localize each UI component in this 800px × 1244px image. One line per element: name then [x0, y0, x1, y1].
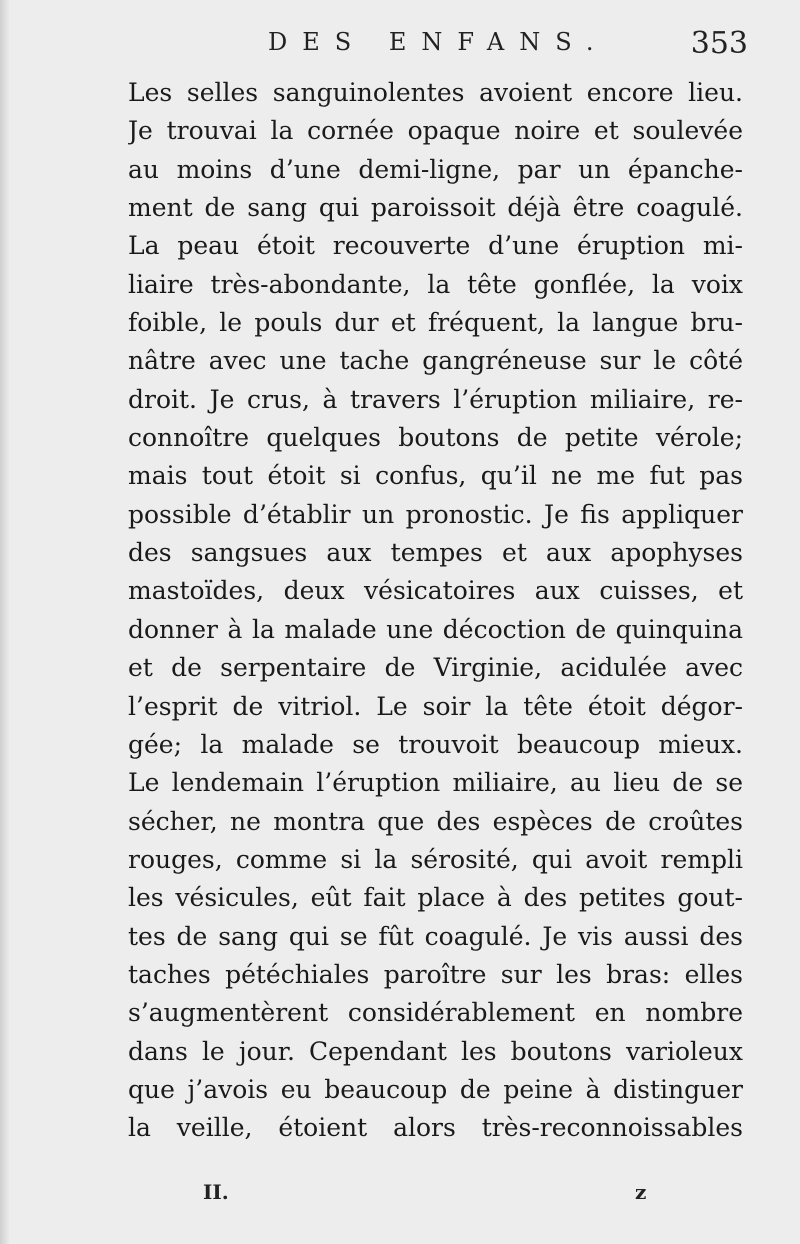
text-line: la veille, étoient alors très-reconnoissables: [128, 1113, 743, 1143]
text-line: foible, le pouls dur et fréquent, la langue bru-: [128, 308, 743, 338]
text-line: Les selles sanguinolentes avoient encore lieu.: [128, 78, 743, 107]
text-line: que j’avois eu beaucoup de peine à distinguer: [128, 1074, 743, 1104]
text-line: s’augmentèrent considérablement en nombre: [128, 998, 743, 1028]
text-line: droit. Je crus, à travers l’éruption miliaire, re-: [128, 384, 743, 414]
text-line: au moins d’une demi-ligne, par un épanche-: [128, 154, 743, 184]
body-text: [128, 74, 743, 1148]
text-line: La peau étoit recouverte d’une éruption mi-: [128, 231, 743, 261]
text-line: sécher, ne montra que des espèces de croûtes: [128, 806, 743, 836]
text-line: ment de sang qui paroissoit déjà être coagulé.: [128, 193, 743, 223]
volume-signature: II.: [203, 1180, 229, 1204]
text-line: Le lendemain l’éruption miliaire, au lieu de se: [128, 768, 743, 798]
text-line: tes de sang qui se fût coagulé. Je vis aussi des: [128, 921, 743, 951]
text-line: et de serpentaire de Virginie, acidulée avec: [128, 653, 743, 683]
page-header: [0, 26, 800, 66]
text-line: connoître quelques boutons de petite vérole;: [128, 423, 743, 453]
text-line: mais tout étoit si confus, qu’il ne me fut pas: [128, 461, 743, 491]
page-number: 353: [690, 26, 748, 61]
text-line: rouges, comme si la sérosité, qui avoit rempli: [128, 844, 743, 874]
text-line: nâtre avec une tache gangréneuse sur le côté: [128, 346, 743, 376]
text-line: des sangsues aux tempes et aux apophyses: [128, 538, 743, 568]
text-line: liaire très-abondante, la tête gonflée, la voix: [128, 269, 743, 299]
page-footer: [0, 1180, 800, 1210]
page-gutter-edge: [0, 0, 10, 1244]
text-line: Je trouvai la cornée opaque noire et soulevée: [128, 116, 743, 146]
gathering-signature: z: [635, 1180, 647, 1204]
text-line: possible d’établir un pronostic. Je fis appliquer: [128, 499, 743, 529]
text-line: gée; la malade se trouvoit beaucoup mieux.: [128, 729, 743, 759]
running-head: DES ENFANS.: [268, 28, 609, 56]
text-line: l’esprit de vitriol. Le soir la tête étoit dégor-: [128, 691, 743, 721]
text-line: mastoïdes, deux vésicatoires aux cuisses, et: [128, 576, 743, 606]
text-line: dans le jour. Cependant les boutons varioleux: [128, 1036, 743, 1066]
text-line: les vésicules, eût fait place à des petites gout-: [128, 883, 743, 913]
text-line: donner à la malade une décoction de quinquina: [128, 614, 743, 644]
text-line: taches pétéchiales paroître sur les bras: elles: [128, 959, 743, 989]
